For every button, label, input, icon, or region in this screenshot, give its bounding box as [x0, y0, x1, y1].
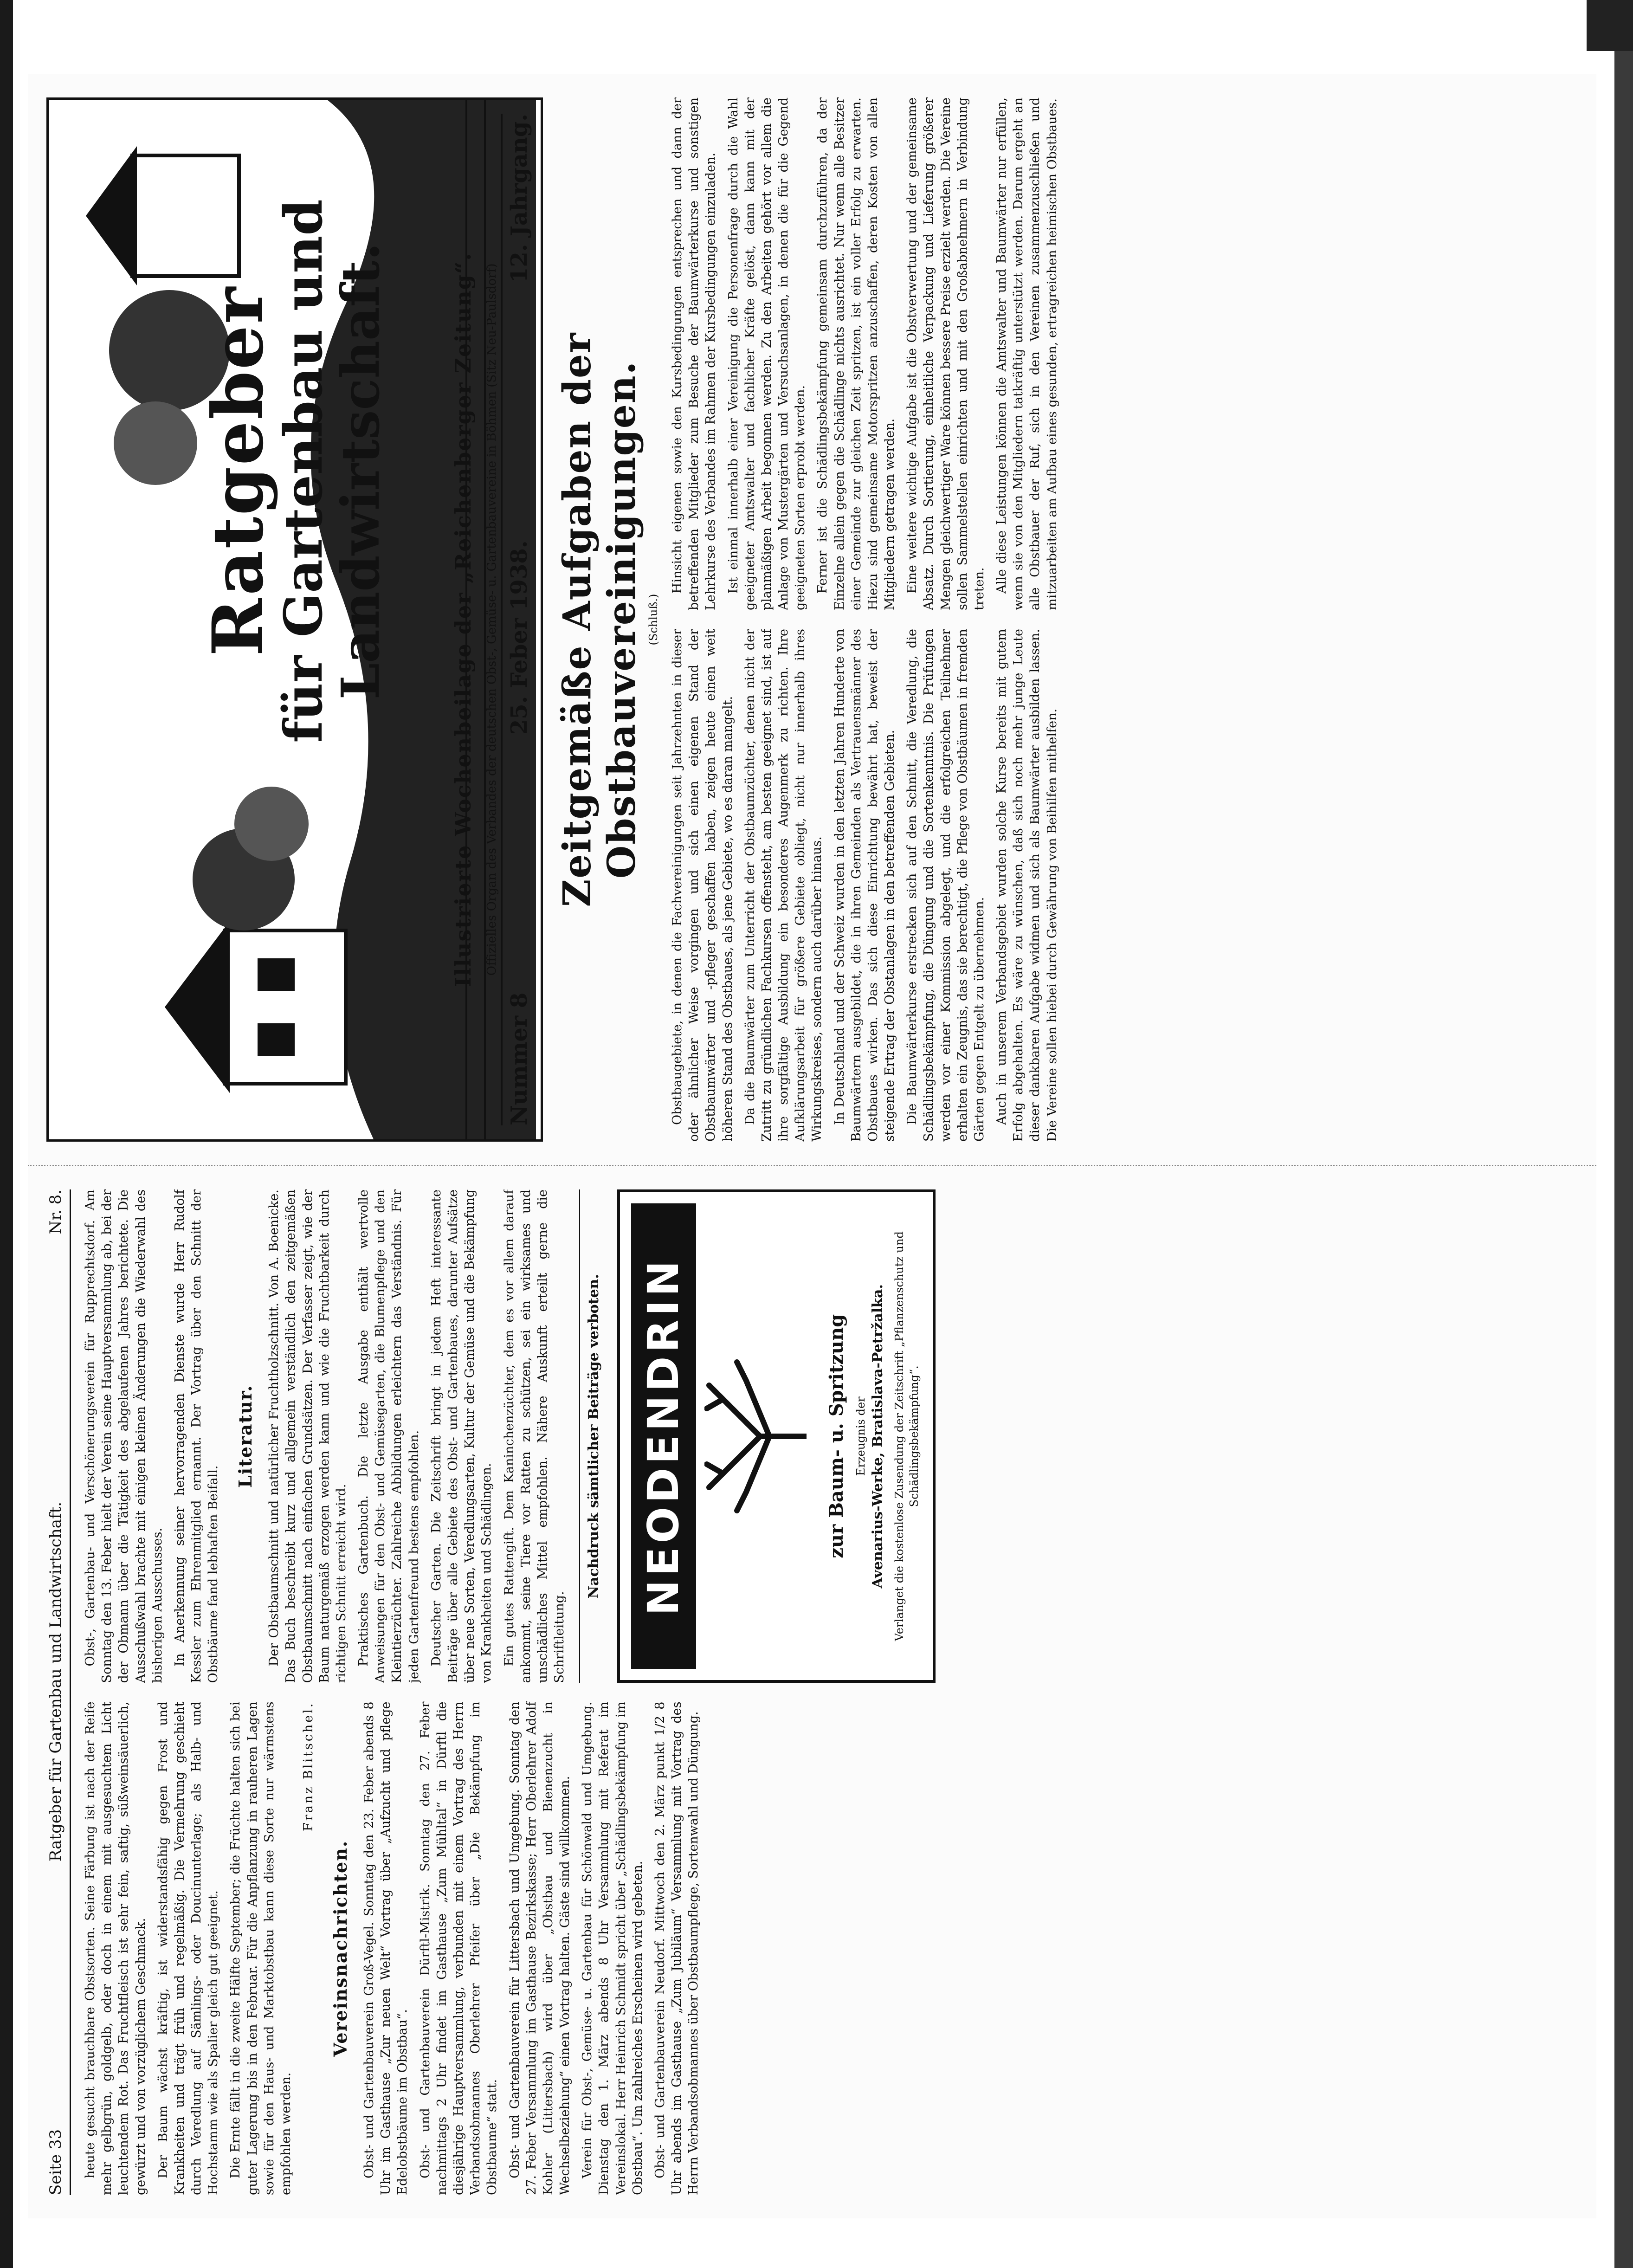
article-continuation: (Schluß.)	[647, 594, 660, 646]
volume: 12. Jahrgang.	[506, 114, 532, 283]
paragraph: Eine weitere wichtige Aufgabe ist die Obstverwertung und der gemeinsame Absatz. Durch Sortierung, einheitliche Verpackung und Lieferung größerer Mengen gleichwertiger Ware können bessere Preise erzielt werden. Die Vereine sollen Sammelstellen einrichten und mit den Großabnehmern in Verbindung treten.	[905, 97, 987, 610]
ad-line-2: Erzeugnis der	[854, 1396, 868, 1476]
tree-illustration-icon	[704, 1353, 807, 1520]
ad-line-3: Avenarius-Werke, Bratislava-Petržalka.	[869, 1284, 886, 1589]
right-column-1	[669, 629, 1551, 1142]
paragraph: In Anerkennung seiner hervorragenden Dienste wurde Herr Rudolf Kessler zum Ehrenmitglied ernannt. Der Vortrag über den Schnitt der Obstbäume fand lebhaften Beifall.	[172, 1189, 221, 1683]
left-column-1	[82, 1702, 1544, 2196]
paragraph: Obst- und Gartenbauverein für Littersbach und Umgebung. Sonntag den 27. Feber Versammlung im Gasthause Bezirkskasse; Herr Oberlehrer Adolf Kohler (Littersbach) wird über „Obstbau und Bienenzucht in Wechselbeziehung“ einen Vortrag halten. Gäste sind willkommen.	[507, 1701, 573, 2195]
masthead-subtitle: Illustrierte Wochenbeilage der „Reichenberger Zeitung“.	[451, 252, 476, 987]
paragraph: Ist einmal innerhalb einer Vereinigung die Personenfrage durch die Wahl geeigneter Amtswalter und fachlicher Kräfte gelöst, dann kann mit der planmäßigen Arbeit begonnen werden. Zu den Arbeiten gehört vor allem die Anlage von Mustergärten und Versuchsanlagen, in denen die für die Gegend geeigneten Sorten erprobt werden.	[726, 97, 808, 610]
paragraph: Die Baumwärterkurse erstrecken sich auf den Schnitt, die Veredlung, die Schädlingsbekämpfung, die Düngung und die Sortenkenntnis. Die Prüfungen werden vor einer Kommission abgelegt, und die erfolgreichen Teilnehmer erhalten ein Zeugnis, das sie berechtigt, die Pflege von Obstbäumen in fremden Gärten gegen Entgelt zu übernehmen.	[905, 629, 987, 1142]
running-head	[46, 1189, 71, 2195]
ad-brand: NEODENDRIN	[631, 1203, 696, 1669]
section-heading-literatur: Literatur.	[235, 1384, 256, 1488]
paragraph: Ein gutes Rattengift. Dem Kaninchenzüchter, dem es vor allem darauf ankommt, seine Tiere vor Ratten zu schützen, sei ein wirksames und unschädliches Mittel empfohlen. Nähere Auskunft erteilt gerne die Schriftleitung.	[502, 1189, 567, 1683]
paragraph: Obst-, Gartenbau- und Verschönerungsverein für Rupprechtsdorf. Am Sonntag den 13. Feber hielt der Verein seine Hauptversammlung ab, bei der der Obmann über die Tätigkeit des abgelaufenen Jahres berichtete. Die Ausschußwahl brachte mit einigen kleinen Änderungen die Wiederwahl des bisherigen Ausschusses.	[83, 1189, 165, 1683]
issue-number: Nr. 8.	[46, 1189, 65, 1234]
title-line-1: Ratgeber	[197, 285, 279, 657]
paragraph: heute gesucht brauchbare Obstsorten. Seine Färbung ist nach der Reife mehr gelbgrün, goldgelb, oder doch in einem mit ausgesuchtem Licht leuchtendem Rot. Das Fruchtfleisch ist sehr fein, saftig, süßweinsäuerlich, gewürzt und von vorzüglichem Geschmack.	[83, 1701, 148, 2195]
masthead	[46, 97, 543, 1142]
running-title: Ratgeber für Gartenbau und Landwirtschaft.	[46, 1501, 65, 1862]
scan-edge-left	[0, 0, 13, 2268]
paragraph: Obstbaugebiete, in denen die Fachvereinigungen seit Jahrzehnten in dieser oder ähnlicher Weise vorgingen und sich einen eigenen Stand der Obstbaumwärter und -pfleger geschaffen haben, zeigen heute einen weit höheren Stand des Obstbaues, als jene Gebiete, wo es daran mangelt.	[670, 629, 735, 1142]
advertisement	[617, 1189, 936, 1683]
author-signature: Franz Blitschel.	[301, 1701, 316, 1831]
right-page	[28, 74, 1596, 1165]
section-heading-vereine: Vereinsnachrichten.	[330, 1840, 351, 2057]
reprint-notice: Nachdruck sämtlicher Beiträge verboten.	[579, 1189, 603, 1683]
paragraph: Hinsicht eigenen sowie den Kursbedingungen entsprechen und dann der betreffenden Mitglieder zum Besuche der Baumwärterkurse und sonstigen Lehrkurse des Verbandes im Rahmen der Kursbedingungen einzuladen.	[670, 97, 718, 610]
paragraph: Die Ernte fällt in die zweite Hälfte September; die Früchte halten sich bei guter Lagerung bis in den Februar. Für die Anpflanzung in rauheren Lagen sowie für den Haus- und Marktobstbau kann diese Sorte nur wärmstens empfohlen werden.	[228, 1701, 293, 2195]
issue-date: 25. Feber 1938.	[506, 540, 532, 735]
paragraph: Da die Baumwärter zum Unterricht der Obstbaumzüchter, denen nicht der Zutritt zu gründlichen Fachkursen offensteht, am besten geeignet sind, ist auf ihre sorgfältige Ausbildung ein besonderes Augenmerk zu richten. Ihre Aufklärungsarbeit für größere Gebiete obliegt, nicht nur innerhalb ihres Wirkungskreises, sondern auch darüber hinaus.	[742, 629, 825, 1142]
ad-line-4: Verlanget die kostenlose Zusendung der Zeitschrift „Pflanzenschutz und Schädlingsbekämpfung“.	[892, 1231, 921, 1641]
paragraph: Obst- und Gartenbauverein Neudorf. Mittwoch den 2. März punkt 1/2 8 Uhr abends im Gasthause „Zum Jubiläum“ Versammlung mit Vortrag des Herrn Verbandsobmannes über Obstbaumpflege, Sortenwahl und Düngung.	[652, 1701, 701, 2195]
paragraph: Auch in unserem Verbandsgebiet wurden solche Kurse bereits mit gutem Erfolg abgehalten. Es wäre zu wünschen, daß sich noch mehr junge Leute dieser dankbaren Aufgabe widmen und sich als Baumwärter ausbilden lassen. Die Vereine sollen hiebei durch Gewährung von Beihilfen mithelfen.	[994, 629, 1059, 1142]
paragraph: Alle diese Leistungen können die Amtswalter und Baumwärter nur erfüllen, wenn sie von den Mitgliedern tatkräftig unterstützt werden. Darum ergeht an alle Obstbauer der Ruf, sich in den Vereinen zusammenzuschließen und mitzuarbeiten am Aufbau eines gesunden, ertragreichen heimischen Obstbaues.	[994, 97, 1059, 610]
paragraph: Verein für Obst-, Gemüse- u. Gartenbau für Schönwald und Umgebung. Dienstag den 1. März abends 8 Uhr Versammlung mit Referat im Vereinslokal. Herr Heinrich Schmidt spricht über „Schädlingsbekämpfung im Obstbau“. Um zahlreiches Erscheinen wird gebeten.	[580, 1701, 645, 2195]
masthead-meta	[501, 114, 532, 1125]
newspaper-spread	[28, 74, 1596, 2218]
paragraph: In Deutschland und der Schweiz wurden in den letzten Jahren Hunderte von Baumwärtern ausgebildet, die in ihren Gemeinden als Vertrauensmänner des Obstbaues wirken. Das sich diese Einrichtung bewährt hat, beweist der steigende Ertrag der Obstanlagen in den betreffenden Gebieten.	[832, 629, 897, 1142]
masthead-organization: Offizielles Organ des Verbandes der deutschen Obst-, Gemüse- u. Gartenbauvereine in Böhmen (Sitz Neu-Paulsdorf)	[485, 263, 499, 976]
paragraph: Obst- und Gartenbauverein Dürftl-Mistrik. Sonntag den 27. Feber nachmittags 2 Uhr findet im Gasthause „Zum Mühltal“ in Dürftl die diesjährige Hauptversammlung, verbunden mit einem Vortrag des Herrn Verbandsobmannes Oberlehrer Pfeifer über „Die Bekämpfung im Obstbaume“ statt.	[418, 1701, 500, 2195]
scan-edge-right	[1614, 0, 1633, 2268]
left-column-2	[82, 1189, 1544, 1683]
paragraph: Deutscher Garten. Die Zeitschrift bringt in jedem Heft interessante Beiträge über alle Gebiete des Obst- und Gartenbaues, darunter Aufsätze über neue Sorten, Veredlungsarten, Kultur der Gemüse und die Bekämpfung von Krankheiten und Schädlingen.	[429, 1189, 494, 1683]
ad-line-1: zur Baum- u. Spritzung	[825, 1314, 847, 1558]
paragraph: Der Baum wächst kräftig, ist widerstandsfähig gegen Frost und Krankheiten und trägt früh und regelmäßig. Die Vermehrung geschieht durch Veredlung auf Sämlings- oder Doucinunterlage; als Halb- und Hochstamm wie als Spalier gleich gut geeignet.	[155, 1701, 221, 2195]
right-column-2	[669, 97, 1551, 610]
scan-edge-corner	[1587, 0, 1633, 51]
page-number: Seite 33	[46, 2129, 65, 2195]
paragraph: Praktisches Gartenbuch. Die letzte Ausgabe enthält wertvolle Anweisungen für den Obst- und Gemüsegarten, die Blumenpflege und den Kleintierzüchter. Zahlreiche Abbildungen erleichtern das Verständnis. Für jeden Gartenfreund bestens empfohlen.	[356, 1189, 421, 1683]
masthead-title	[197, 100, 391, 842]
issue-number: Nummer 8	[506, 992, 532, 1125]
paragraph: Der Obstbaumschnitt und natürlicher Fruchtholzschnitt. Von A. Boenicke. Das Buch beschreibt kurz und allgemein verständlich den zeitgemäßen Obstbaumschnitt nach einfachen Grundsätzen. Der Verfasser zeigt, wie der Baum naturgemäß erzogen werden kann und wie die Fruchtbarkeit durch richtigen Schnitt erreicht wird.	[267, 1189, 349, 1683]
article-title: Zeitgemäße Aufgaben der Obstbauvereinigungen.	[555, 332, 644, 907]
title-line-2: für Gartenbau und Landwirtschaft.	[273, 199, 391, 743]
paragraph: Obst- und Gartenbauverein Groß-Vegel. Sonntag den 23. Feber abends 8 Uhr im Gasthause „Zur neuen Welt“ Vortrag über „Aufzucht und pflege Edelobstbäume im Obstbau“.	[362, 1701, 410, 2195]
paragraph: Ferner ist die Schädlingsbekämpfung gemeinsam durchzuführen, da der Einzelne allein gegen die Schädlinge nichts ausrichtet. Nur wenn alle Besitzer einer Gemeinde zur gleichen Zeit spritzen, ist ein voller Erfolg zu erwarten. Hiezu sind gemeinsame Motorspritzen anzuschaffen, deren Kosten von allen Mitgliedern getragen werden.	[815, 97, 897, 610]
left-page	[28, 1165, 1596, 2218]
